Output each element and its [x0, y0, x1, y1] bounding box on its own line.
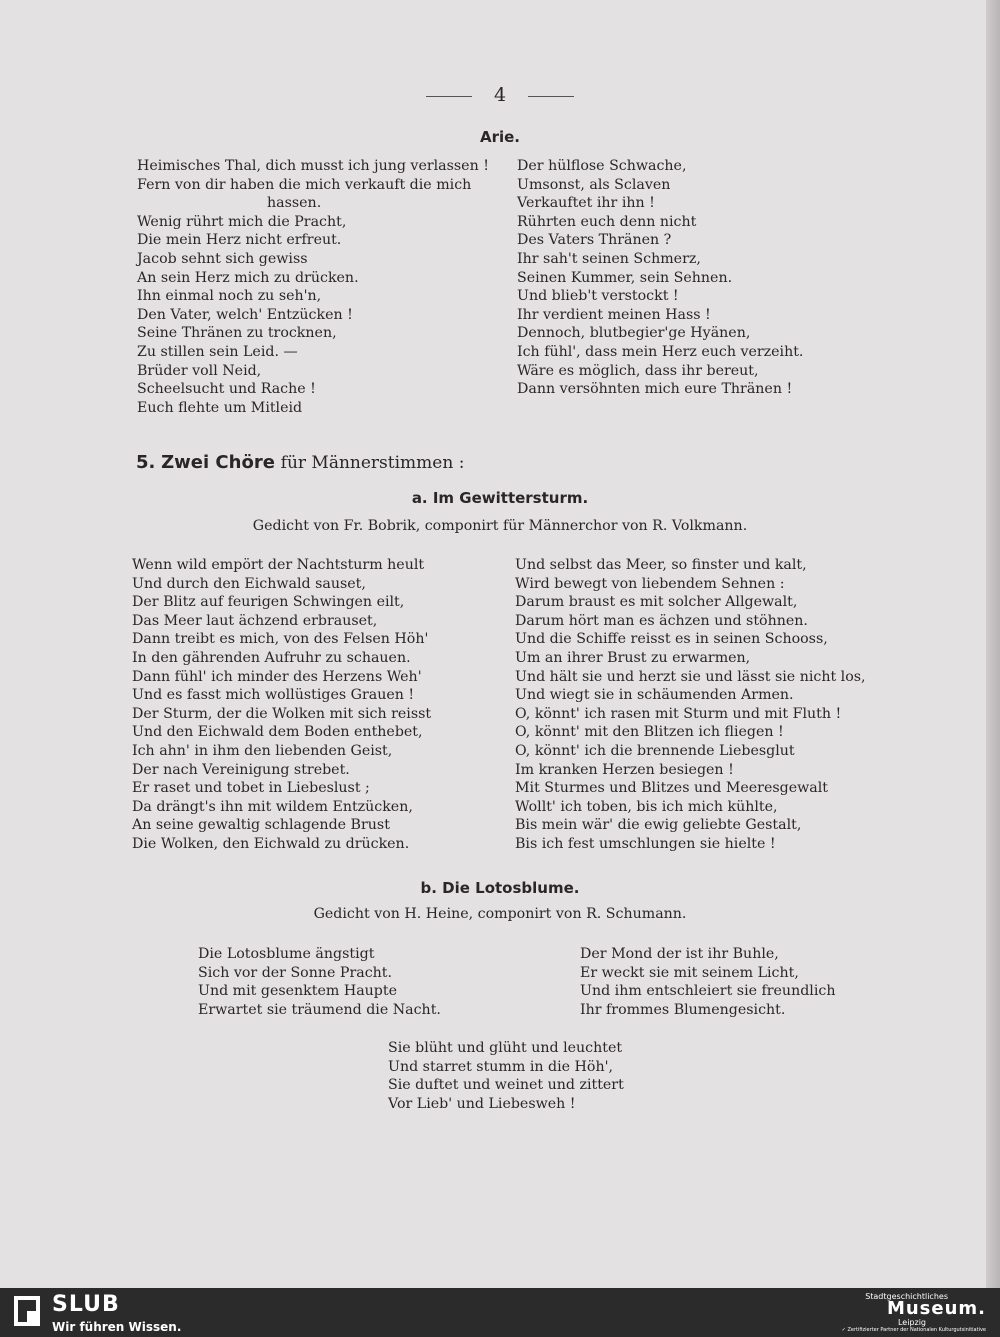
verse-line: Erwartet sie träumend die Nacht. — [198, 1001, 441, 1018]
verse-line: Der Blitz auf feurigen Schwingen eilt, — [132, 594, 405, 611]
verse-line: O, könnt' ich die brennende Liebesglut — [515, 742, 795, 759]
verse-line: Sie blüht und glüht und leuchtet — [388, 1040, 623, 1056]
verse-line: Die Lotosblume ängstigt — [198, 946, 375, 962]
verse-line: Der Sturm, der die Wolken mit sich reisst — [132, 705, 432, 722]
verse-line: Bis mein wär' die ewig geliebte Gestalt, — [515, 817, 802, 834]
page-number-rule-left — [426, 96, 472, 97]
verse-line: An seine gewaltig schlagende Brust — [132, 817, 390, 834]
verse-line: Jacob sehnt sich gewiss — [137, 250, 308, 267]
verse-line: Bis ich fest umschlungen sie hielte ! — [515, 835, 776, 852]
verse-line: O, könnt' ich rasen mit Sturm und mit Fluth ! — [515, 705, 842, 722]
verse-line: In den gährenden Aufruhr zu schauen. — [132, 649, 411, 666]
verse-line: Fern von dir haben die mich verkauft die mich — [137, 176, 472, 193]
verse-line: Das Meer laut ächzend erbrauset, — [132, 612, 378, 629]
verse-line: Ihr frommes Blumengesicht. — [580, 1001, 786, 1018]
verse-line: Der hülflose Schwache, — [517, 158, 687, 174]
museum-note: ✓ Zertifizierter Partner der Nationalen Kulturgutsinitiative — [841, 1327, 986, 1333]
verse-line: Und starret stumm in die Höh', — [388, 1058, 614, 1075]
page-number: 4 — [493, 84, 507, 106]
verse-line: Dann fühl' ich minder des Herzens Weh' — [132, 668, 422, 685]
verse-line: Und es fasst mich wollüstiges Grauen ! — [132, 687, 415, 704]
gewittersturm-credit: Gedicht von Fr. Bobrik, componirt für Männerchor von R. Volkmann. — [252, 518, 748, 534]
verse-line: Und die Schiffe reisst es in seinen Schooss, — [515, 631, 828, 648]
museum-city: Leipzig — [897, 1318, 926, 1327]
verse-line: Und hält sie und herzt sie und lässt sie nicht los, — [515, 668, 866, 685]
gewittersturm-title: a. Im Gewittersturm. — [411, 489, 589, 507]
verse-line: Seinen Kummer, sein Sehnen. — [517, 269, 733, 286]
lotosblume-right-column — [580, 945, 835, 1019]
verse-line: Er raset und tobet in Liebeslust ; — [132, 780, 370, 797]
verse-line: Und ihm entschleiert sie freundlich — [580, 983, 836, 1000]
verse-line: Und selbst das Meer, so finster und kalt, — [515, 557, 807, 573]
gewittersturm-right-column — [515, 556, 866, 854]
verse-line: Verkauftet ihr ihn ! — [517, 195, 655, 212]
verse-line: Heimisches Thal, dich musst ich jung verlassen ! — [137, 158, 489, 174]
library-slogan: Wir führen Wissen. — [52, 1320, 182, 1334]
verse-line: Zu stillen sein Leid. — — [137, 343, 298, 360]
verse-line: Und durch den Eichwald sauset, — [132, 575, 366, 592]
page-edge-shadow — [986, 0, 1000, 1288]
verse-line: Im kranken Herzen besiegen ! — [515, 761, 734, 778]
verse-line: hassen. — [267, 195, 322, 212]
verse-line: Umsonst, als Sclaven — [517, 176, 671, 193]
page-number-row — [0, 84, 1000, 106]
verse-line: Den Vater, welch' Entzücken ! — [137, 306, 353, 323]
verse-line: Wenn wild empört der Nachtsturm heult — [132, 557, 425, 573]
verse-line: Wäre es möglich, dass ihr bereut, — [517, 362, 759, 379]
page-number-rule-right — [528, 96, 574, 97]
lotosblume-credit: Gedicht von H. Heine, componirt von R. Schumann. — [313, 906, 687, 922]
verse-line: O, könnt' mit den Blitzen ich fliegen ! — [515, 724, 784, 741]
section-number: 5. — [136, 452, 156, 473]
verse-line: Rührten euch denn nicht — [517, 213, 697, 230]
verse-line: Dann treibt es mich, von des Felsen Höh' — [132, 631, 429, 648]
arie-left-column — [137, 157, 489, 417]
verse-line: An sein Herz mich zu drücken. — [137, 269, 359, 286]
verse-line: Dann versöhnten mich eure Thränen ! — [517, 381, 793, 398]
verse-line: Die mein Herz nicht erfreut. — [137, 232, 342, 249]
section-title-bold: Zwei Chöre — [161, 452, 275, 473]
verse-line: Dennoch, blutbegier'ge Hyänen, — [517, 325, 751, 342]
museum-name: Museum. — [886, 1298, 986, 1319]
verse-line: Um an ihrer Brust zu erwarmen, — [515, 649, 751, 666]
verse-line: Und mit gesenktem Haupte — [198, 983, 397, 1000]
section-5-title — [136, 452, 464, 473]
verse-line: Und den Eichwald dem Boden enthebet, — [132, 724, 423, 741]
slub-logo-icon — [14, 1296, 40, 1326]
verse-line: Wenig rührt mich die Pracht, — [137, 213, 347, 230]
verse-line: Darum hört man es ächzen und stöhnen. — [515, 612, 808, 629]
verse-line: Der Mond der ist ihr Buhle, — [580, 946, 779, 962]
verse-line: Scheelsucht und Rache ! — [137, 381, 316, 398]
arie-right-column — [517, 157, 803, 399]
verse-line: Des Vaters Thränen ? — [517, 232, 672, 249]
verse-line: Und wiegt sie in schäumenden Armen. — [515, 687, 794, 704]
lotosblume-left-column — [198, 945, 441, 1019]
lotosblume-title: b. Die Lotosblume. — [420, 879, 580, 897]
verse-line: Darum braust es mit solcher Allgewalt, — [515, 594, 798, 611]
museum-prefix: Stadtgeschichtliches — [865, 1292, 948, 1301]
verse-line: Sie duftet und weinet und zittert — [388, 1077, 624, 1094]
verse-line: Wird bewegt von liebendem Sehnen : — [515, 575, 785, 592]
verse-line: Der nach Vereinigung strebet. — [132, 761, 350, 778]
arie-title: Arie. — [479, 128, 521, 146]
verse-line: Sich vor der Sonne Pracht. — [198, 964, 392, 981]
verse-line: Seine Thränen zu trocknen, — [137, 325, 337, 342]
verse-line: Wollt' ich toben, bis ich mich kühlte, — [515, 798, 778, 815]
verse-line: Ihn einmal noch zu seh'n, — [137, 288, 322, 305]
verse-line: Euch flehte um Mitleid — [137, 399, 303, 416]
verse-line: Und blieb't verstockt ! — [517, 288, 679, 305]
verse-line: Da drängt's ihn mit wildem Entzücken, — [132, 798, 413, 815]
gewittersturm-left-column — [132, 556, 431, 854]
verse-line: Ihr sah't seinen Schmerz, — [517, 250, 701, 267]
verse-line: Mit Sturmes und Blitzes und Meeresgewalt — [515, 780, 828, 797]
library-name: SLUB — [52, 1292, 120, 1317]
verse-line: Ich ahn' in ihm den liebenden Geist, — [132, 742, 393, 759]
verse-line: Die Wolken, den Eichwald zu drücken. — [132, 835, 410, 852]
lotosblume-center-stanza — [388, 1039, 624, 1113]
verse-line: Ich fühl', dass mein Herz euch verzeiht. — [517, 343, 804, 360]
verse-line: Ihr verdient meinen Hass ! — [517, 306, 711, 323]
verse-line: Er weckt sie mit seinem Licht, — [580, 964, 799, 981]
verse-line: Vor Lieb' und Liebesweh ! — [388, 1095, 576, 1112]
verse-line: Brüder voll Neid, — [137, 362, 262, 379]
footer-bar — [0, 1288, 1000, 1337]
section-title-rest: für Männerstimmen : — [280, 453, 465, 473]
